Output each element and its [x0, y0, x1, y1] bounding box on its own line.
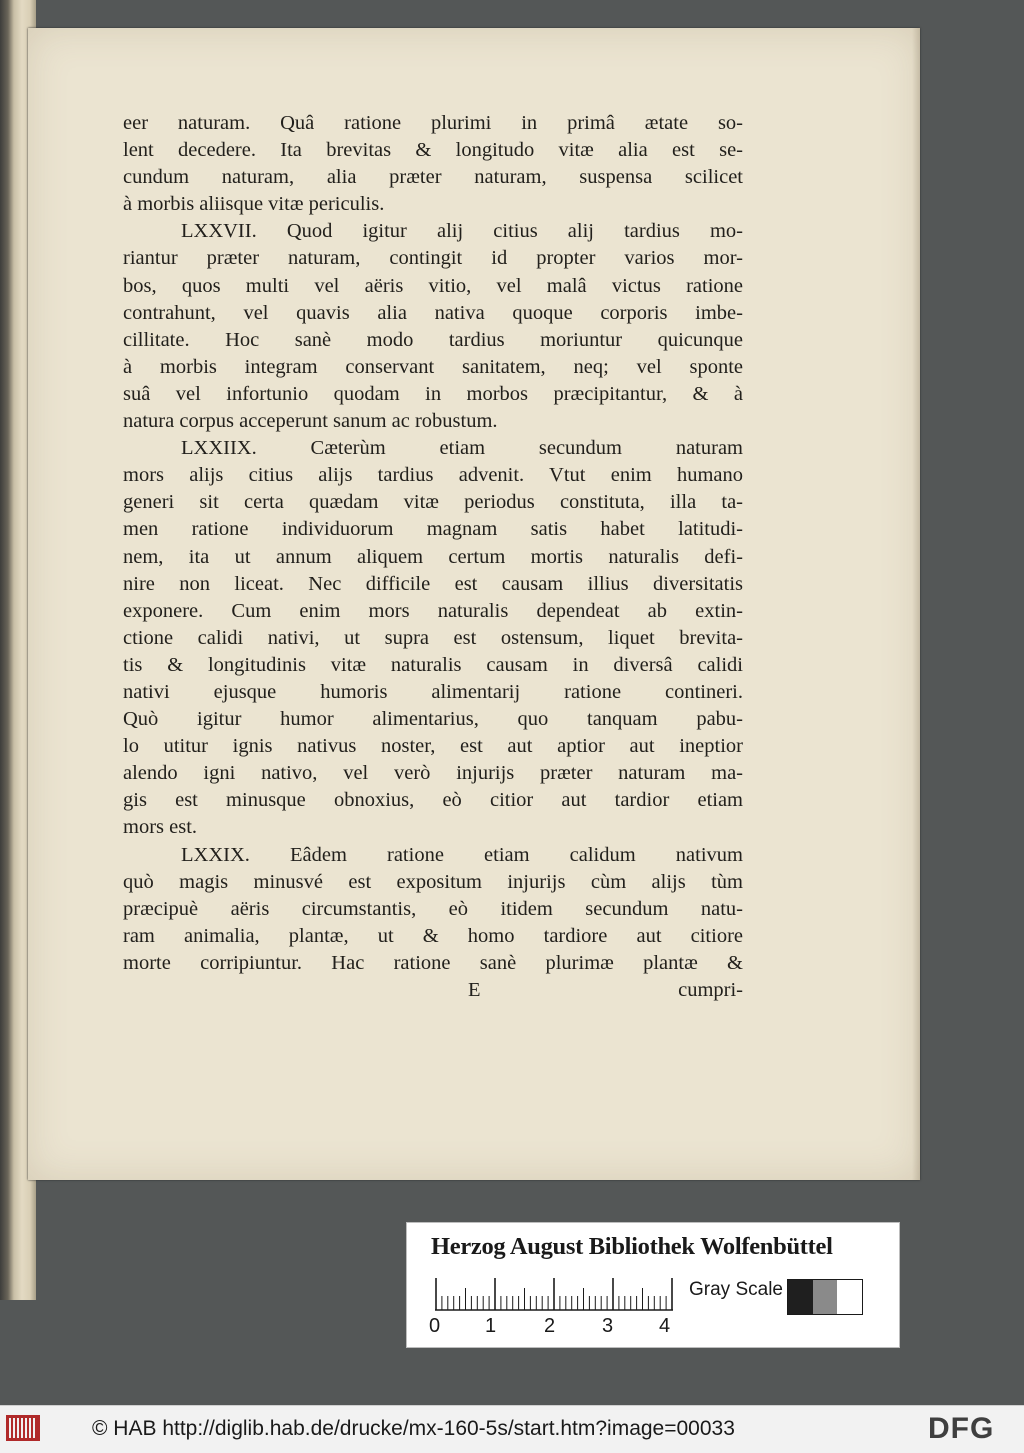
scanned-page — [28, 28, 920, 1180]
text-line: præcipuè aëris circumstantis, eò itidem secundum natu- — [123, 897, 743, 920]
text-line: bos, quos multi vel aëris vitio, vel malâ victus ratione — [123, 274, 743, 297]
library-barcode-icon — [6, 1413, 40, 1443]
text-line: quò magis minusvé est expositum injurijs cùm alijs tùm — [123, 870, 743, 893]
text-line: lent decedere. Ita brevitas & longitudo vitæ alia est se- — [123, 139, 743, 162]
ruler-number: 3 — [602, 1315, 614, 1337]
gray-scale-swatches — [787, 1279, 863, 1315]
text-line: ctione calidi nativi, ut supra est ostensum, liquet brevita- — [123, 626, 743, 649]
page-text-block — [123, 110, 743, 1004]
gray-scale-label: Gray Scale — [689, 1279, 783, 1300]
text-line: nire non liceat. Nec difficile est causam illius diversitatis — [123, 572, 743, 595]
text-line: Quò igitur humor alimentarius, quo tanquam pabu- — [123, 708, 743, 731]
gray-swatch — [788, 1280, 813, 1314]
text-line: exponere. Cum enim mors naturalis dependeat ab extin- — [123, 599, 743, 622]
text-line: natura corpus acceperunt sanum ac robustum. — [123, 410, 498, 433]
dfg-logo: DFG — [928, 1412, 995, 1445]
catchword: cumpri- — [678, 979, 743, 1001]
text-line: lo utitur ignis nativus noster, est aut aptior aut ineptior — [123, 735, 743, 758]
ruler-number: 2 — [544, 1315, 556, 1337]
paragraph-heading-lxxiix: LXXIIX. Cæterùm etiam secundum naturam — [181, 437, 743, 460]
text-line: generi sit certa quædam vitæ periodus constituta, illa ta- — [123, 491, 743, 514]
paragraph-heading-lxxix: LXXIX. Eâdem ratione etiam calidum nativum — [181, 843, 743, 866]
text-line: eer naturam. Quâ ratione plurimi in primâ ætate so- — [123, 112, 743, 134]
text-line: à morbis aliisque vitæ periculis. — [123, 193, 385, 216]
text-line: nem, ita ut annum aliquem certum mortis naturalis defi- — [123, 545, 743, 568]
ruler-number: 0 — [429, 1315, 441, 1337]
ruler-numbers — [429, 1315, 689, 1339]
text-line: à morbis integram conservant sanitatem, neq; vel sponte — [123, 355, 743, 378]
library-name: Herzog August Bibliothek Wolfenbüttel — [431, 1233, 833, 1260]
signature-line — [123, 977, 743, 1004]
text-line: mors alijs citius alijs tardius advenit. Vtut enim humano — [123, 464, 743, 487]
ruler-number: 1 — [485, 1315, 497, 1337]
text-line: contrahunt, vel quavis alia nativa quoque corporis imbe- — [123, 301, 743, 324]
gray-swatch — [813, 1280, 838, 1314]
text-line: cillitate. Hoc sanè modo tardius moriuntur quicunque — [123, 328, 743, 351]
copyright-link[interactable]: © HAB http://diglib.hab.de/drucke/mx-160-5s/start.htm?image=00033 — [92, 1417, 735, 1440]
paragraph-heading-lxxvii: LXXVII. Quod igitur alij citius alij tardius mo- — [181, 220, 743, 243]
text-line: suâ vel infortunio quodam in morbos præcipitantur, & à — [123, 382, 743, 405]
text-line: morte corripiuntur. Hac ratione sanè plurimæ plantæ & — [123, 951, 743, 974]
text-line: alendo igni nativo, vel verò injurijs præter naturam ma- — [123, 762, 743, 785]
ruler-number: 4 — [659, 1315, 671, 1337]
text-line: nativi ejusque humoris alimentarij ratione contineri. — [123, 680, 743, 703]
scale-ruler — [435, 1277, 673, 1311]
text-line: tis & longitudinis vitæ naturalis causam in diversâ calidi — [123, 653, 743, 676]
color-reference-card — [406, 1222, 900, 1348]
text-line: ram animalia, plantæ, ut & homo tardiore aut citiore — [123, 924, 743, 947]
text-line: cundum naturam, alia præter naturam, suspensa scilicet — [123, 166, 743, 189]
gray-swatch — [837, 1280, 862, 1314]
text-line: gis est minusque obnoxius, eò citior aut tardior etiam — [123, 789, 743, 812]
text-line: mors est. — [123, 816, 198, 839]
text-line: men ratione individuorum magnam satis habet latitudi- — [123, 518, 743, 541]
text-line: riantur præter naturam, contingit id propter varios mor- — [123, 247, 743, 270]
signature-mark: E — [468, 979, 481, 1001]
